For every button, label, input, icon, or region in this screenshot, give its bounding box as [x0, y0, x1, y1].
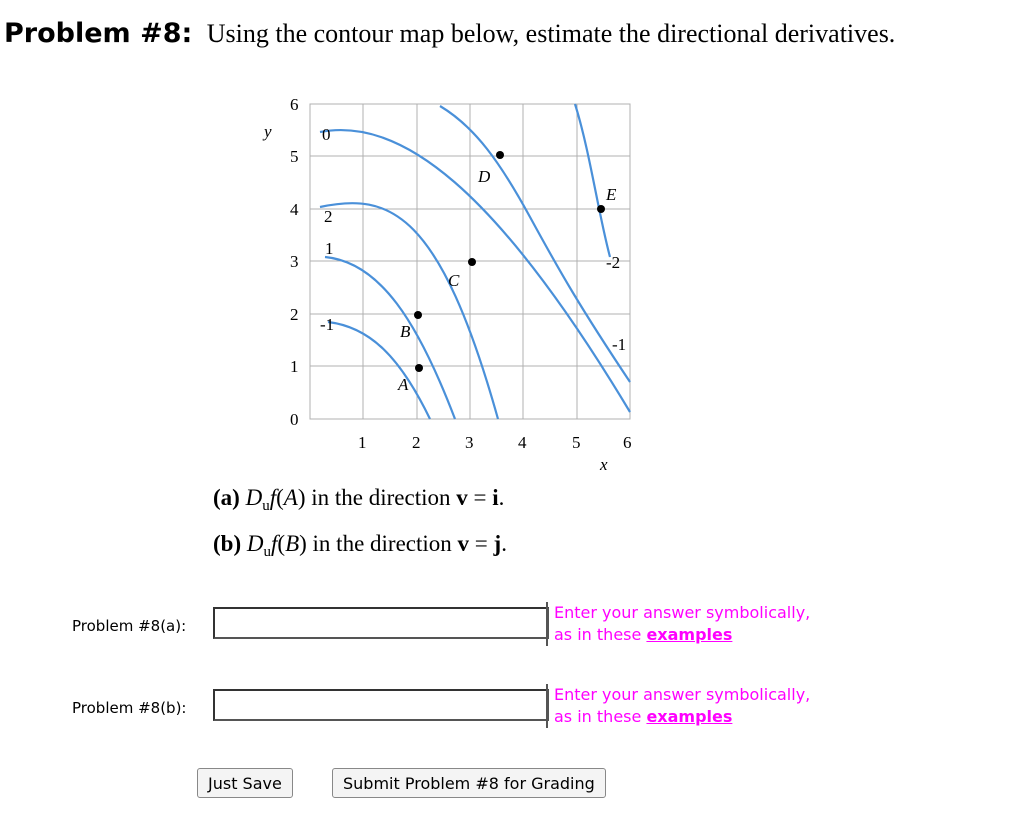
x-tick: 3 [465, 433, 474, 452]
point-label-a: A [398, 375, 409, 394]
contour-label: -2 [606, 253, 621, 272]
answer-label-a: Problem #8(a): [72, 617, 187, 635]
problem-instruction: Using the contour map below, estimate the directional derivatives. [206, 19, 896, 48]
answer-input-a[interactable] [213, 607, 549, 639]
answer-row-a [0, 604, 1024, 650]
hint-b: Enter your answer symbolically, as in these examples [546, 684, 810, 728]
y-axis-label: y [264, 122, 272, 141]
y-tick: 5 [290, 147, 299, 166]
contour-label: -1 [320, 315, 335, 334]
point-label-e: E [606, 185, 617, 204]
problem-parts [213, 482, 507, 574]
y-tick: 1 [290, 357, 299, 376]
y-tick: 2 [290, 305, 299, 324]
problem-title [4, 18, 895, 49]
answer-input-b[interactable] [213, 689, 549, 721]
submit-button[interactable]: Submit Problem #8 for Grading [332, 768, 606, 798]
x-axis-label: x [600, 455, 608, 472]
y-tick: 6 [290, 95, 299, 114]
problem-label: Problem #8: [4, 18, 193, 49]
y-tick: 4 [290, 200, 299, 219]
point-label-b: B [400, 322, 411, 341]
examples-link-a[interactable]: examples [646, 625, 733, 644]
x-tick: 6 [623, 433, 632, 452]
part-b: (b) $D_uf(B)$ in the direction v = j. [213, 531, 507, 560]
examples-link-b[interactable]: examples [646, 707, 733, 726]
contour-map [240, 82, 660, 472]
y-tick: 0 [290, 410, 299, 429]
x-tick: 4 [518, 433, 527, 452]
contour-label: 1 [325, 239, 334, 258]
hint-a: Enter your answer symbolically, as in these examples [546, 602, 810, 646]
answer-label-b: Problem #8(b): [72, 699, 187, 717]
answer-row-b [0, 686, 1024, 732]
contour-label: 0 [322, 125, 331, 144]
just-save-button[interactable]: Just Save [197, 768, 293, 798]
x-tick: 5 [572, 433, 581, 452]
x-tick: 2 [412, 433, 421, 452]
contour-label: 2 [324, 207, 333, 226]
point-label-d: D [478, 167, 491, 186]
y-tick: 3 [290, 252, 299, 271]
point-label-c: C [448, 271, 460, 290]
part-a: (a) $D_uf(A)$ in the direction v = i. [213, 485, 505, 514]
contour-label: -1 [612, 335, 627, 354]
x-tick: 1 [358, 433, 367, 452]
